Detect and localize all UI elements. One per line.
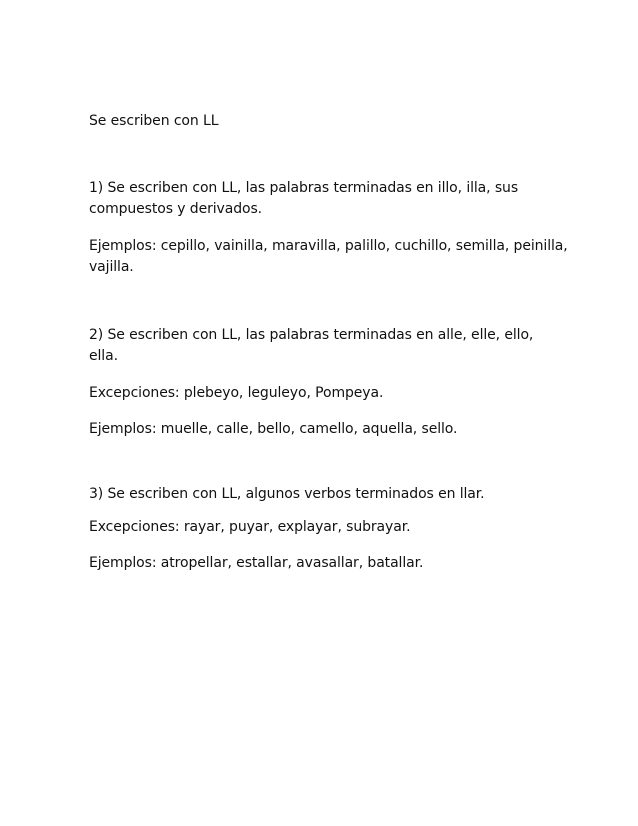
rule-1-examples-line-1: Ejemplos: cepillo, vainilla, maravilla, palillo, cuchillo, semilla, peinilla, [89, 238, 568, 254]
rule-3-text-line-1: 3) Se escriben con LL, algunos verbos terminados en llar. [89, 486, 485, 502]
rule-2-exceptions: Excepciones: plebeyo, leguleyo, Pompeya. [89, 385, 384, 401]
rule-2-text-line-1: 2) Se escriben con LL, las palabras terminadas en alle, elle, ello, [89, 327, 534, 343]
rule-1-examples-line-2: vajilla. [89, 259, 134, 275]
rule-2-examples: Ejemplos: muelle, calle, bello, camello, aquella, sello. [89, 421, 458, 437]
rule-3-examples: Ejemplos: atropellar, estallar, avasallar, batallar. [89, 555, 424, 571]
rule-2-text-line-2: ella. [89, 348, 118, 364]
document-title: Se escriben con LL [89, 113, 219, 129]
rule-3-exceptions: Excepciones: rayar, puyar, explayar, subrayar. [89, 519, 411, 535]
rule-1-text-line-1: 1) Se escriben con LL, las palabras terminadas en illo, illa, sus [89, 180, 519, 196]
rule-1-text-line-2: compuestos y derivados. [89, 201, 263, 217]
